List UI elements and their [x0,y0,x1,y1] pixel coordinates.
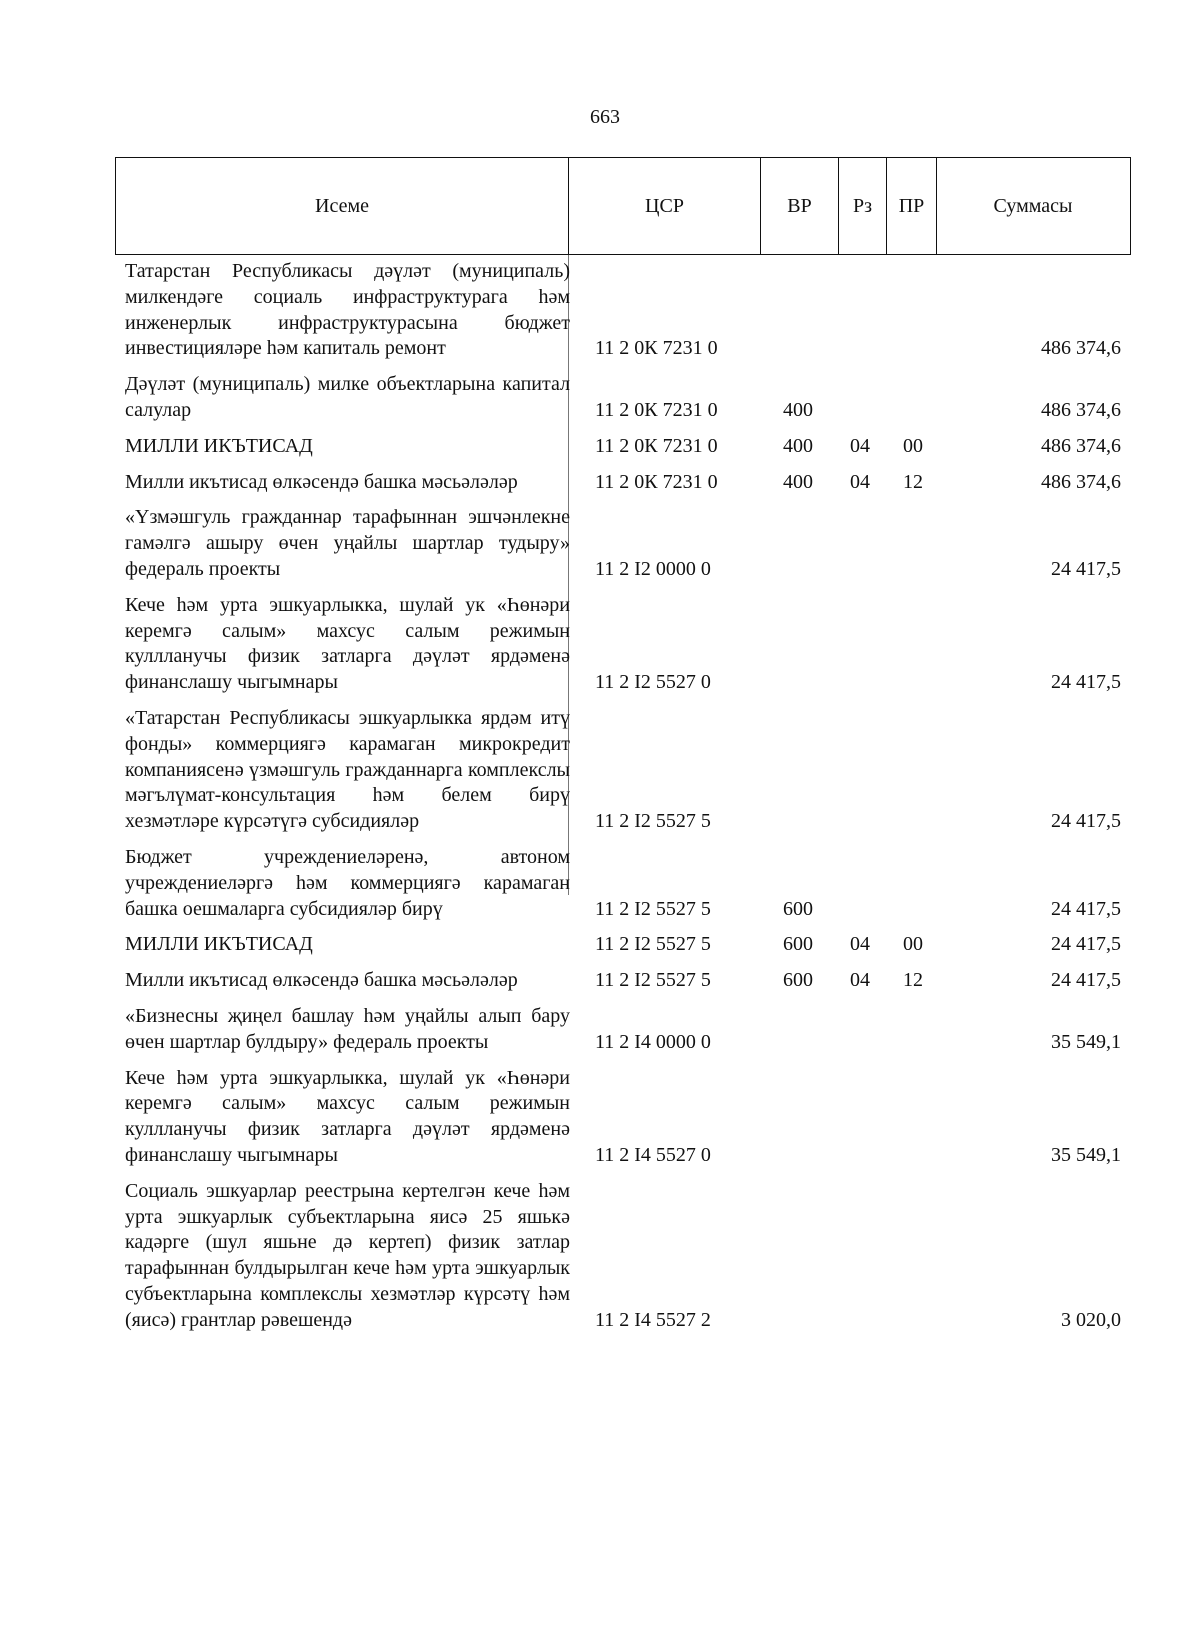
column-header-name: Исеме [315,194,369,217]
row-sum: 35 549,1 [1051,1030,1121,1053]
row-vr: 600 [783,897,813,920]
row-name: МИЛЛИ ИКЪТИСАД [125,434,313,457]
row-sum: 486 374,6 [1041,337,1121,360]
table-row [115,434,1131,460]
row-name: Дәүләт (муниципаль) милке объектларына капитал салулар [125,373,570,421]
table-row [115,505,1131,582]
row-name: Бюджет учреждениеләренә, автоном учреждениеләргә һәм коммерциягә карамаган башка оешмаларга субсидияләр бирү [125,845,570,920]
row-csr: 11 2 I4 5527 0 [595,1143,711,1166]
row-rz: 04 [850,933,870,956]
row-csr: 11 2 I2 0000 0 [595,557,711,580]
row-sum: 24 417,5 [1051,969,1121,992]
table-row [115,470,1131,496]
row-sum: 24 417,5 [1051,897,1121,920]
table-row [115,932,1131,958]
row-name: Милли икътисад өлкәсендә башка мәсьәләләр [125,969,518,992]
row-name: Кече һәм урта эшкуарлыкка, шулай ук «Һөнәри керемгә салым» махсус салым режимын куллланучы физик затларга дәүләт ярдәменә финанслашу чыгымнары [125,593,570,694]
row-csr: 11 2 0К 7231 0 [595,398,718,421]
row-rz: 04 [850,969,870,992]
table-row [115,372,1131,424]
row-pr: 00 [903,933,923,956]
row-vr: 600 [783,969,813,992]
row-name: «Бизнесны җиңел башлау һәм уңайлы алып бару өчен шартлар булдыру» федераль проекты [125,1004,570,1053]
row-csr: 11 2 0К 7231 0 [595,470,718,493]
row-csr: 11 2 0К 7231 0 [595,434,718,457]
table-row [115,593,1131,696]
row-vr: 600 [783,933,813,956]
column-header-vr: ВР [760,158,838,254]
table-row [115,1179,1131,1334]
row-rz: 04 [850,434,870,457]
row-sum: 24 417,5 [1051,810,1121,833]
row-vr: 400 [783,470,813,493]
row-csr: 11 2 I2 5527 5 [595,969,711,992]
row-sum: 486 374,6 [1041,398,1121,421]
row-rz: 04 [850,470,870,493]
row-csr: 11 2 I2 5527 5 [595,810,711,833]
row-sum: 486 374,6 [1041,434,1121,457]
column-header-pr: ПР [886,158,936,254]
row-pr: 00 [903,434,923,457]
row-sum: 24 417,5 [1051,933,1121,956]
row-csr: 11 2 I2 5527 0 [595,671,711,694]
row-sum: 486 374,6 [1041,470,1121,493]
row-name: «Татарстан Республикасы эшкуарлыкка ярдәм итү фонды» коммерциягә карамаган микрокредит компаниясенә үзмәшгуль гражданнарга комплекслы мәгълүмат-консультация һәм белем бирү хезмәтләре күрсәтүгә субсидияләр [125,706,570,833]
row-name: Кече һәм урта эшкуарлыкка, шулай ук «Һөнәри керемгә салым» махсус салым режимын куллланучы физик затларга дәүләт ярдәменә финанслашу чыгымнары [125,1066,570,1166]
row-csr: 11 2 I2 5527 5 [595,897,711,920]
row-name: Татарстан Республикасы дәүләт (муниципаль) милкендәге социаль инфраструктурага һәм инженерлык инфраструктурасына бюджет инвестицияләре һәм капиталь ремонт [125,260,570,360]
row-pr: 12 [903,470,923,493]
table-row [115,1004,1131,1056]
row-name: Социаль эшкуарлар реестрына кертелгән кече һәм урта эшкуарлык субъектларына яисә 25 яшькә кадәрге (шул яшьне дә кертеп) физик затлар тарафыннан булдырылган кече һәм урта эшкуарлык субъектларына комплекслы хезмәтләр күрсәтү һәм (яисә) грантлар рәвешендә [125,1179,570,1331]
row-vr: 400 [783,434,813,457]
row-vr: 400 [783,398,813,421]
table-row [115,845,1131,922]
page-number: 663 [590,106,620,128]
table-header [115,157,1131,255]
row-name: МИЛЛИ ИКЪТИСАД [125,933,313,956]
row-csr: 11 2 I4 5527 2 [595,1308,711,1331]
row-pr: 12 [903,969,923,992]
column-header-rz: Рз [838,158,886,254]
table-row [115,259,1131,362]
table-body [115,259,1131,1343]
row-sum: 24 417,5 [1051,671,1121,694]
column-header-csr: ЦСР [568,158,760,254]
row-name: «Үзмәшгуль гражданнар тарафыннан эшчәнлекне гамәлгә ашыру өчен уңайлы шартлар тудыру» федераль проекты [125,506,570,580]
row-sum: 24 417,5 [1051,557,1121,580]
table-row [115,706,1131,835]
row-sum: 3 020,0 [1061,1308,1121,1331]
row-csr: 11 2 0К 7231 0 [595,337,718,360]
row-name: Милли икътисад өлкәсендә башка мәсьәләләр [125,470,518,493]
table-row [115,1066,1131,1169]
column-header-sum: Суммасы [936,158,1129,254]
row-sum: 35 549,1 [1051,1143,1121,1166]
table-row [115,968,1131,994]
row-csr: 11 2 I2 5527 5 [595,933,711,956]
row-csr: 11 2 I4 0000 0 [595,1030,711,1053]
